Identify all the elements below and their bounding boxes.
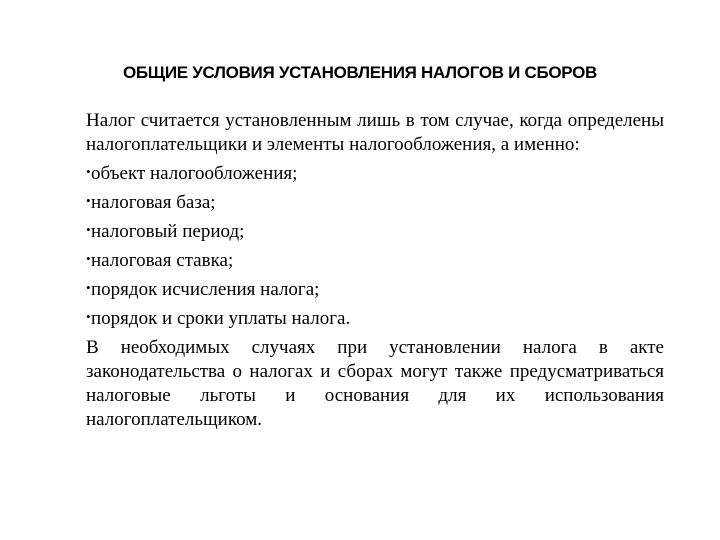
list-item: [86, 191, 664, 215]
list-item-text: объект налогообложения;: [91, 163, 298, 184]
list-item: [86, 307, 664, 331]
slide-body: [86, 109, 664, 437]
list-item-text: налоговая база;: [91, 192, 216, 213]
list-item: [86, 162, 664, 186]
list-item: [86, 249, 664, 273]
list-item-text: порядок и сроки уплаты налога.: [91, 308, 351, 329]
bullet-icon: •: [86, 164, 91, 179]
slide-title: ОБЩИЕ УСЛОВИЯ УСТАНОВЛЕНИЯ НАЛОГОВ И СБОРОВ: [122, 63, 598, 82]
list-item-text: порядок исчисления налога;: [91, 279, 320, 300]
bullet-icon: •: [86, 222, 91, 237]
list-item-text: налоговая ставка;: [91, 250, 234, 271]
list-item: [86, 278, 664, 302]
bullet-icon: •: [86, 280, 91, 295]
intro-paragraph: Налог считается установленным лишь в том случае, когда определены налогоплательщики и элементы налогообложения, а именно:: [86, 110, 664, 155]
bullet-icon: •: [86, 251, 91, 266]
list-item: [86, 220, 664, 244]
bullet-icon: •: [86, 309, 91, 324]
list-item-text: налоговый период;: [91, 221, 245, 242]
bullet-icon: •: [86, 193, 91, 208]
elements-list: [86, 162, 664, 331]
conclusion-paragraph: В необходимых случаях при установлении налога в акте законодательства о налогах и сборах могут также предусматриваться налоговые льготы и основания для их использования налогоплательщиком.: [86, 337, 664, 430]
